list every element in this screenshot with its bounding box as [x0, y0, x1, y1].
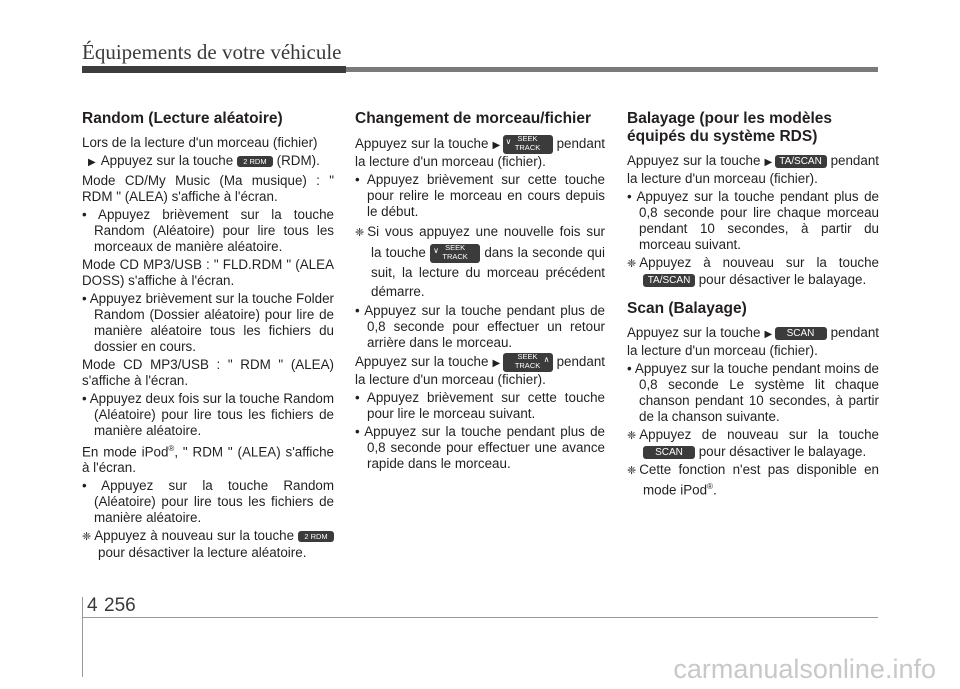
- paragraph: Appuyez sur la touche ▶ TA/SCAN pendant la lecture d'un morceau (fichier).: [627, 153, 879, 186]
- paragraph: [82, 153, 334, 171]
- column-track-change: [355, 110, 605, 474]
- bullet-item: • Appuyez sur la touche pendant plus de 0,8 seconde pour effectuer une avance rapide dans le morceau.: [355, 424, 605, 472]
- section-title-rds-scan: Balayage (pour les modèles équipés du système RDS): [627, 110, 833, 145]
- bullet-item: • Appuyez sur la touche pendant plus de 0,8 seconde pour lire chaque morceau pendant 10 secondes, à partir du morceau suivant.: [627, 189, 879, 252]
- paragraph: Mode CD/My Music (Ma musique) : " RDM " (ALEA) s'affiche à l'écran.: [82, 173, 334, 204]
- rdm-button-icon: 2 RDM: [298, 531, 334, 542]
- note-icon: ❈: [627, 465, 637, 477]
- note-item: ❈ Si vous appuyez une nouvelle fois sur la touche ∨ SEEK TRACK dans la seconde qui suit, la lecture du morceau précédent démarre.: [355, 224, 605, 299]
- arrow-right-icon: ▶: [492, 140, 501, 152]
- arrow-right-icon: ▶: [764, 329, 773, 340]
- bullet-item: • Appuyez brièvement sur la touche Random (Aléatoire) pour lire tous les morceaux de manière aléatoire.: [82, 207, 334, 254]
- seek-up-button-icon: ∧ SEEK TRACK: [503, 353, 553, 372]
- text: Appuyez sur la touche: [100, 153, 234, 168]
- chevron-down-icon: ∨: [505, 137, 512, 146]
- note-icon: ❈: [355, 227, 365, 240]
- text: (RDM).: [276, 153, 320, 168]
- chapter-number: 4: [87, 595, 98, 616]
- ta-scan-button-icon: TA/SCAN: [643, 274, 695, 287]
- paragraph: Appuyez sur la touche ▶ ∨ SEEK TRACK pendant la lecture d'un morceau (fichier).: [355, 134, 605, 170]
- ta-scan-button-icon: TA/SCAN: [775, 155, 827, 168]
- arrow-right-icon: ▶: [492, 358, 501, 370]
- paragraph: Appuyez sur la touche ▶ SCAN pendant la lecture d'un morceau (fichier).: [627, 325, 879, 358]
- bullet-item: • Appuyez sur la touche pendant plus de 0,8 seconde pour effectuer un retour arrière dans le morceau.: [355, 303, 605, 350]
- paragraph: Mode CD MP3/USB : " FLD.RDM " (ALEA DOSS) s'affiche à l'écran.: [82, 257, 334, 288]
- footer-divider: [82, 597, 83, 677]
- note-item: ❈ Appuyez de nouveau sur la touche SCAN pour désactiver le balayage.: [627, 427, 879, 459]
- rdm-button-icon: 2 RDM: [237, 156, 273, 167]
- bullet-item: • Appuyez brièvement sur cette touche pour lire le morceau suivant.: [355, 390, 605, 422]
- paragraph: En mode iPod®, " RDM " (ALEA) s'affiche à l'écran.: [82, 444, 334, 476]
- column-scan: [627, 110, 879, 500]
- arrow-right-icon: ▶: [88, 157, 96, 168]
- bullet-item: • Appuyez sur la touche pendant moins de 0,8 seconde Le système lit chaque chanson pendant 10 secondes, à partir de la chanson suivante.: [627, 361, 879, 424]
- section-title-random: Random (Lecture aléatoire): [82, 110, 283, 127]
- note-item: ❈ Appuyez à nouveau sur la touche 2 RDM pour désactiver la lecture aléatoire.: [82, 528, 334, 561]
- bullet-item: • Appuyez brièvement sur la touche Folder Random (Dossier aléatoire) pour lire de manière aléatoire tous les fichiers du dossier en cours.: [82, 291, 334, 354]
- note-item: ❈ Appuyez à nouveau sur la touche TA/SCAN pour désactiver le balayage.: [627, 255, 879, 287]
- note-icon: ❈: [627, 258, 637, 270]
- bullet-item: • Appuyez sur la touche Random (Aléatoire) pour lire tous les fichiers de manière aléatoire.: [82, 478, 334, 526]
- arrow-right-icon: ▶: [764, 157, 773, 168]
- bullet-item: • Appuyez brièvement sur cette touche pour relire le morceau en cours depuis le début.: [355, 172, 605, 220]
- scan-button-icon: SCAN: [643, 446, 695, 459]
- watermark: carmanualsonline.info: [673, 654, 936, 684]
- paragraph: Mode CD MP3/USB : " RDM " (ALEA) s'affiche à l'écran.: [82, 357, 334, 388]
- note-item: ❈ Cette fonction n'est pas disponible en mode iPod®.: [627, 462, 879, 498]
- section-title-scan: Scan (Balayage): [627, 300, 747, 317]
- note-icon: ❈: [82, 531, 92, 544]
- column-random: [82, 110, 334, 563]
- header-rule-accent: [82, 66, 346, 73]
- seek-down-button-icon: ∨ SEEK TRACK: [503, 135, 553, 154]
- chevron-down-icon: ∨: [433, 246, 439, 255]
- section-title-track: Changement de morceau/fichier: [355, 110, 592, 127]
- footer-rule: [82, 617, 878, 618]
- chevron-up-icon: ∧: [543, 355, 550, 364]
- paragraph: Lors de la lecture d'un morceau (fichier): [82, 135, 318, 150]
- paragraph: Appuyez sur la touche ▶ ∧ SEEK TRACK pendant la lecture d'un morceau (fichier).: [355, 352, 605, 388]
- seek-down-button-icon: ∨ SEEK TRACK: [430, 244, 480, 263]
- scan-button-icon: SCAN: [775, 327, 827, 340]
- bullet-item: • Appuyez deux fois sur la touche Random (Aléatoire) pour lire tous les fichiers de manière aléatoire.: [82, 391, 335, 438]
- note-icon: ❈: [627, 430, 637, 442]
- page-header-title: Équipements de votre véhicule: [82, 40, 342, 64]
- page-number: 256: [104, 595, 136, 616]
